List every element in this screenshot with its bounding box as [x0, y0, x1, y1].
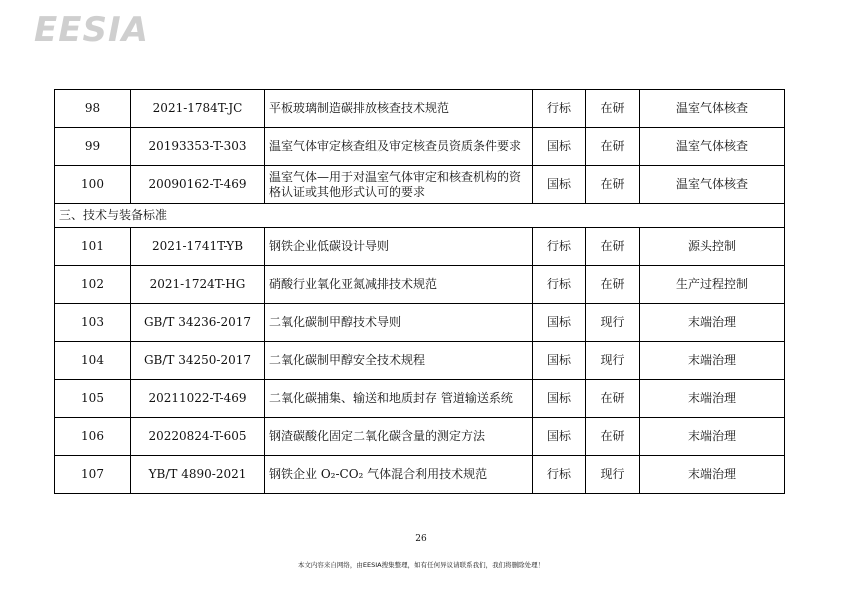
standard-name-cell: 温室气体审定核查组及审定核查员资质条件要求 — [265, 128, 533, 166]
row-number-cell: 98 — [55, 90, 131, 128]
table-row — [55, 380, 785, 418]
standard-status-cell: 在研 — [586, 266, 640, 304]
standard-type-cell: 行标 — [533, 456, 586, 494]
standard-category-cell: 末端治理 — [640, 380, 785, 418]
standard-type-cell: 国标 — [533, 418, 586, 456]
standard-status-cell: 在研 — [586, 380, 640, 418]
standard-type-cell: 行标 — [533, 228, 586, 266]
standard-status-cell: 在研 — [586, 90, 640, 128]
standard-code-cell: GB/T 34236-2017 — [131, 304, 265, 342]
standard-status-cell: 在研 — [586, 128, 640, 166]
standard-type-cell: 国标 — [533, 304, 586, 342]
standard-status-cell: 现行 — [586, 456, 640, 494]
standard-name-cell: 钢铁企业低碳设计导则 — [265, 228, 533, 266]
standard-status-cell: 现行 — [586, 342, 640, 380]
standard-name-cell: 平板玻璃制造碳排放核查技术规范 — [265, 90, 533, 128]
standards-table — [54, 89, 785, 494]
table-row — [55, 304, 785, 342]
standard-name-cell: 钢铁企业 O₂-CO₂ 气体混合利用技术规范 — [265, 456, 533, 494]
standard-code-cell: 20220824-T-605 — [131, 418, 265, 456]
standard-category-cell: 温室气体核查 — [640, 166, 785, 204]
standard-type-cell: 国标 — [533, 342, 586, 380]
standard-name-cell: 二氧化碳制甲醇安全技术规程 — [265, 342, 533, 380]
table-row — [55, 342, 785, 380]
standard-status-cell: 在研 — [586, 228, 640, 266]
standard-name-cell: 钢渣碳酸化固定二氧化碳含量的测定方法 — [265, 418, 533, 456]
standard-code-cell: 20193353-T-303 — [131, 128, 265, 166]
standard-code-cell: 2021-1724T-HG — [131, 266, 265, 304]
section-header: 三、技术与装备标准 — [55, 204, 785, 228]
standard-category-cell: 温室气体核查 — [640, 128, 785, 166]
standard-category-cell: 末端治理 — [640, 456, 785, 494]
standard-type-cell: 国标 — [533, 166, 586, 204]
row-number-cell: 105 — [55, 380, 131, 418]
standard-code-cell: 20090162-T-469 — [131, 166, 265, 204]
row-number-cell: 101 — [55, 228, 131, 266]
row-number-cell: 99 — [55, 128, 131, 166]
standard-category-cell: 源头控制 — [640, 228, 785, 266]
standard-code-cell: YB/T 4890-2021 — [131, 456, 265, 494]
standard-name-cell: 硝酸行业氧化亚氮减排技术规范 — [265, 266, 533, 304]
standard-code-cell: 20211022-T-469 — [131, 380, 265, 418]
standard-code-cell: 2021-1784T-JC — [131, 90, 265, 128]
row-number-cell: 104 — [55, 342, 131, 380]
row-number-cell: 103 — [55, 304, 131, 342]
standard-status-cell: 在研 — [586, 166, 640, 204]
standard-type-cell: 国标 — [533, 128, 586, 166]
standard-type-cell: 国标 — [533, 380, 586, 418]
standard-status-cell: 现行 — [586, 304, 640, 342]
table-row — [55, 128, 785, 166]
table-row — [55, 228, 785, 266]
table-row — [55, 166, 785, 204]
table-body-after — [55, 228, 785, 494]
row-number-cell: 106 — [55, 418, 131, 456]
footer-note: 本文内容来自网络，由EESIA搜集整理，如有任何异议请联系我们，我们将删除处理！ — [297, 561, 545, 569]
table-row — [55, 90, 785, 128]
table-row — [55, 266, 785, 304]
section-row — [55, 204, 785, 228]
standard-category-cell: 末端治理 — [640, 342, 785, 380]
standard-category-cell: 末端治理 — [640, 304, 785, 342]
standard-category-cell: 末端治理 — [640, 418, 785, 456]
row-number-cell: 107 — [55, 456, 131, 494]
table-row — [55, 456, 785, 494]
standard-category-cell: 生产过程控制 — [640, 266, 785, 304]
page-number: 26 — [415, 534, 427, 544]
standard-category-cell: 温室气体核查 — [640, 90, 785, 128]
eesia-logo: EESIA — [34, 10, 149, 50]
standard-status-cell: 在研 — [586, 418, 640, 456]
standard-code-cell: 2021-1741T-YB — [131, 228, 265, 266]
row-number-cell: 100 — [55, 166, 131, 204]
standard-name-cell: 二氧化碳捕集、输送和地质封存 管道输送系统 — [265, 380, 533, 418]
standard-type-cell: 行标 — [533, 266, 586, 304]
standard-name-cell: 二氧化碳制甲醇技术导则 — [265, 304, 533, 342]
standard-type-cell: 行标 — [533, 90, 586, 128]
table-row — [55, 418, 785, 456]
table-body-before — [55, 90, 785, 204]
standard-name-cell: 温室气体—用于对温室气体审定和核查机构的资格认证或其他形式认可的要求 — [265, 166, 533, 204]
row-number-cell: 102 — [55, 266, 131, 304]
standard-code-cell: GB/T 34250-2017 — [131, 342, 265, 380]
section-group — [55, 204, 785, 228]
